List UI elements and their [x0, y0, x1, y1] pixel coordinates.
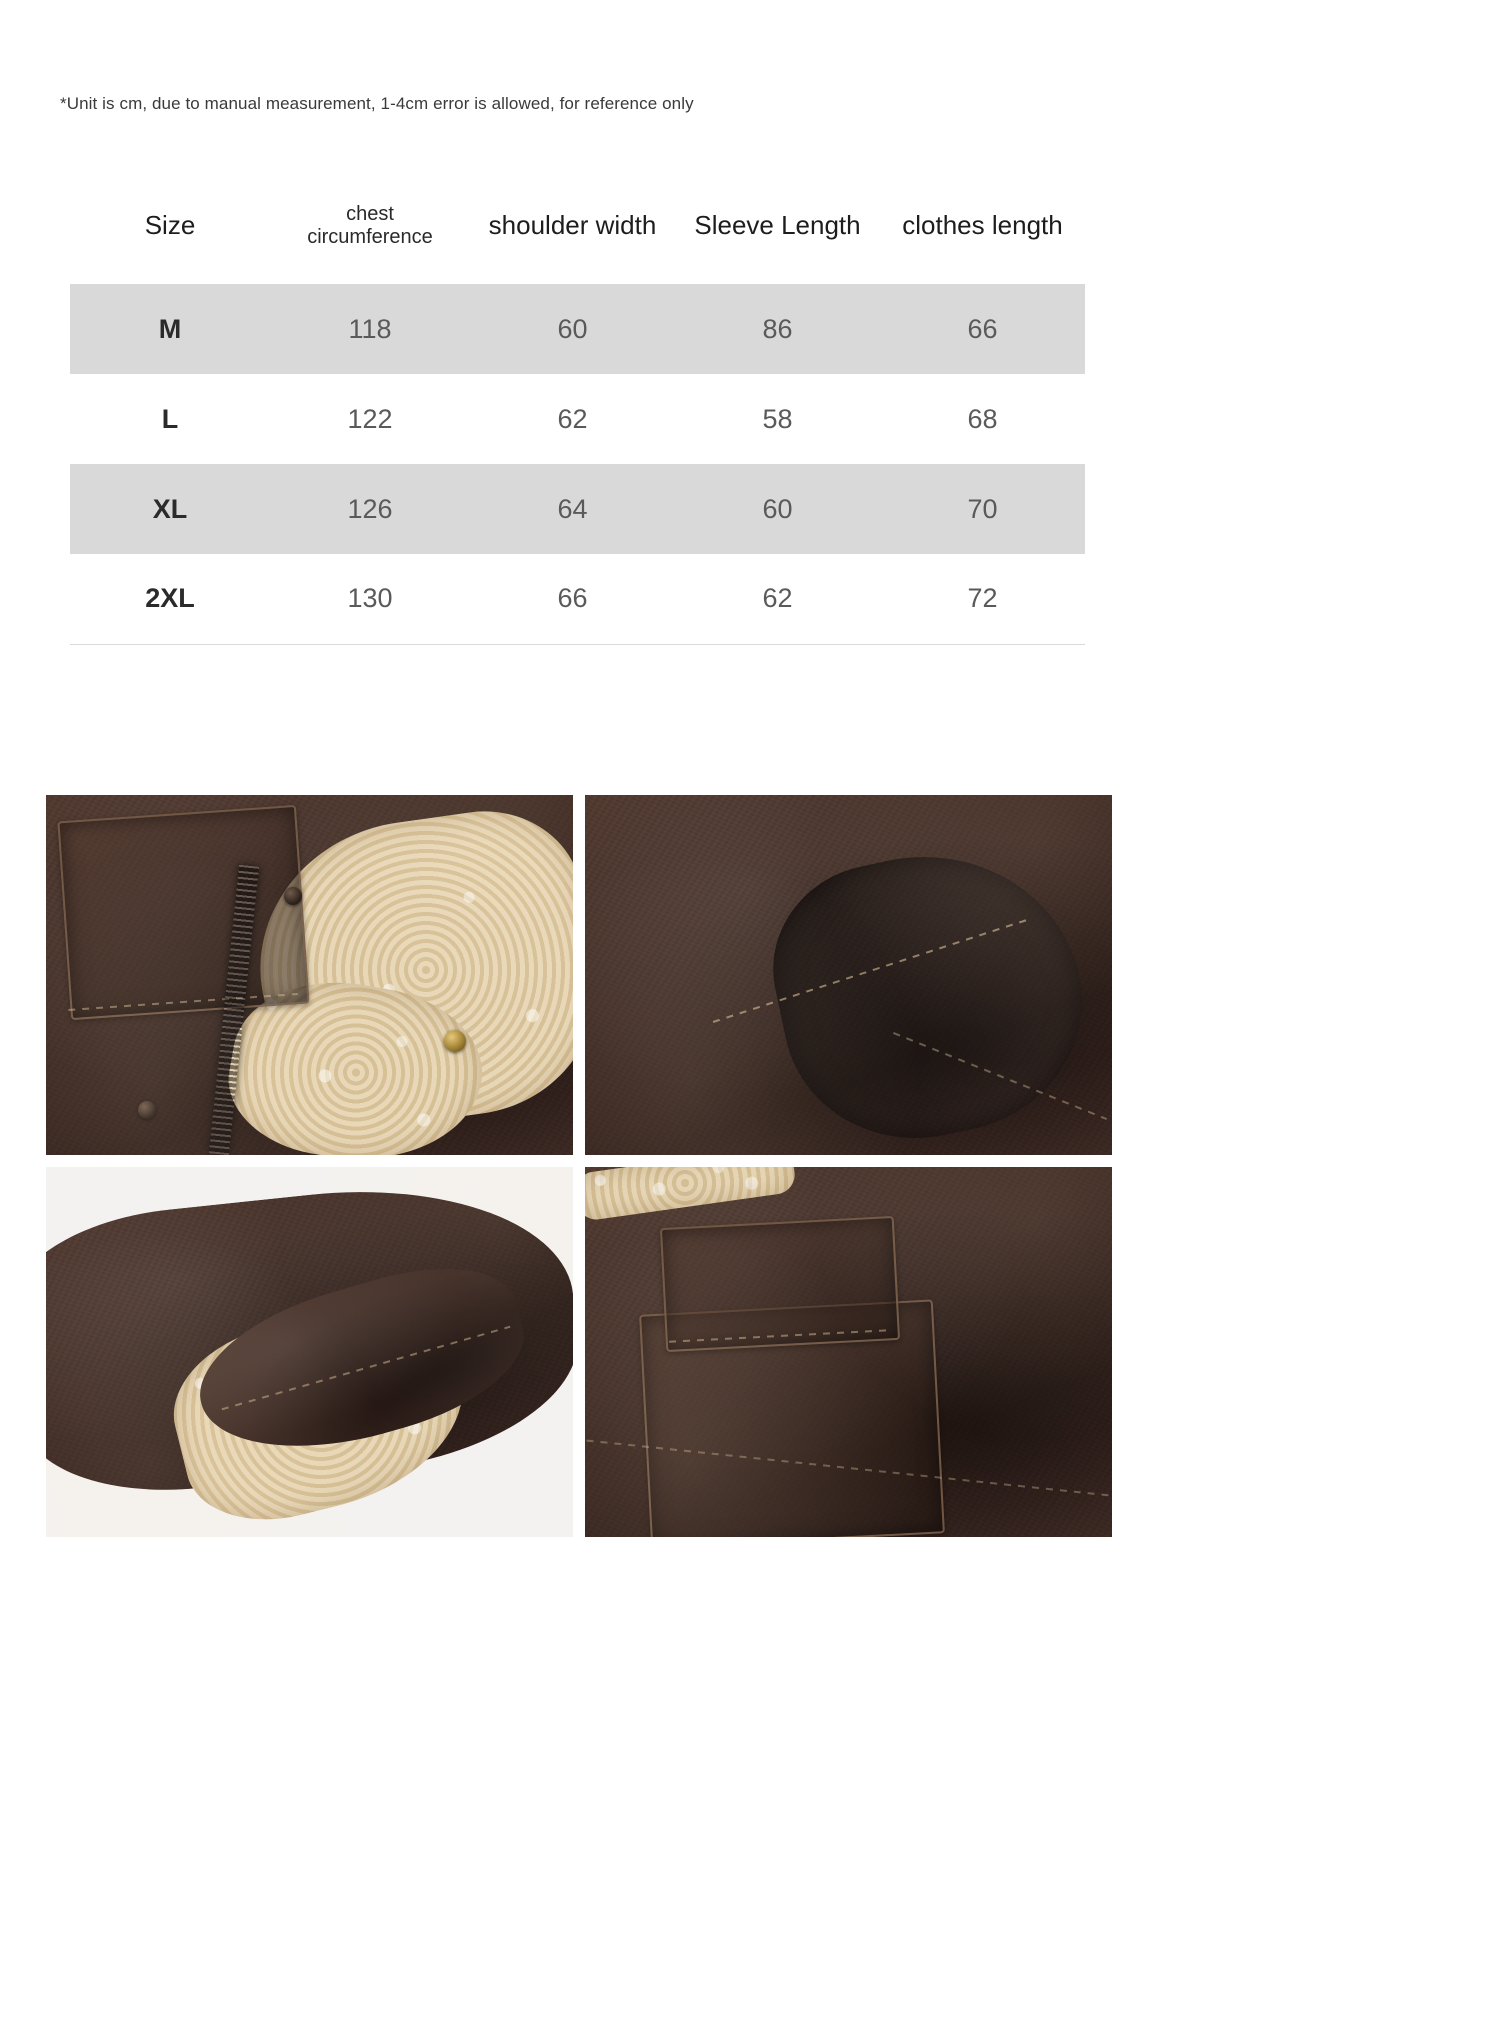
- cell-length: 70: [967, 493, 998, 524]
- cell-chest: 126: [347, 493, 393, 524]
- table-body: [70, 284, 1085, 644]
- cell-shoulder: 60: [557, 313, 588, 344]
- photo-row-bottom: [46, 1167, 1112, 1537]
- photo-collar-lapel-detail: [585, 795, 1112, 1155]
- table-row: [70, 374, 1085, 464]
- leather-highlight: [46, 795, 573, 1155]
- table-row: [70, 284, 1085, 374]
- column-header-size: Size: [144, 210, 196, 241]
- cell-sleeve: 58: [762, 403, 793, 434]
- cell-size: 2XL: [70, 554, 270, 644]
- table-header: [70, 168, 1085, 284]
- cell-size: XL: [152, 493, 188, 524]
- cell-shoulder: 62: [557, 403, 588, 434]
- photo-cuff-fur-detail: [46, 1167, 573, 1537]
- photo-zipper-fur-detail: [46, 795, 573, 1155]
- leather-highlight: [585, 1167, 1112, 1537]
- column-header-sleeve: Sleeve Length: [694, 210, 861, 241]
- chest-line-2: circumference: [307, 226, 433, 248]
- column-header-shoulder: shoulder width: [488, 210, 657, 241]
- column-header-chest: [270, 168, 470, 284]
- photo-row-top: [46, 795, 1112, 1155]
- cell-size: M: [158, 313, 182, 344]
- photo-flap-pocket-detail: [585, 1167, 1112, 1537]
- leather-highlight: [46, 1167, 573, 1537]
- table-row: [70, 464, 1085, 554]
- cell-chest: 130: [270, 554, 470, 644]
- cell-shoulder: 64: [557, 493, 588, 524]
- product-detail-photo-grid: [46, 795, 1112, 1549]
- cell-length: 72: [880, 554, 1085, 644]
- cell-sleeve: 60: [762, 493, 793, 524]
- cell-length: 66: [967, 313, 998, 344]
- size-table: [70, 168, 1085, 645]
- cell-chest: 118: [348, 313, 392, 344]
- cell-sleeve: 62: [675, 554, 880, 644]
- table-row: [70, 554, 1085, 644]
- cell-length: 68: [967, 403, 998, 434]
- cell-size: L: [161, 403, 179, 434]
- measurement-note: *Unit is cm, due to manual measurement, 1-4cm error is allowed, for reference only: [60, 94, 694, 113]
- leather-highlight: [585, 795, 1112, 1155]
- cell-sleeve: 86: [762, 313, 793, 344]
- cell-chest: 122: [347, 403, 393, 434]
- column-header-length: clothes length: [902, 210, 1063, 241]
- chest-line-1: chest: [346, 203, 394, 225]
- table-header-row: [70, 168, 1085, 284]
- cell-shoulder: 66: [470, 554, 675, 644]
